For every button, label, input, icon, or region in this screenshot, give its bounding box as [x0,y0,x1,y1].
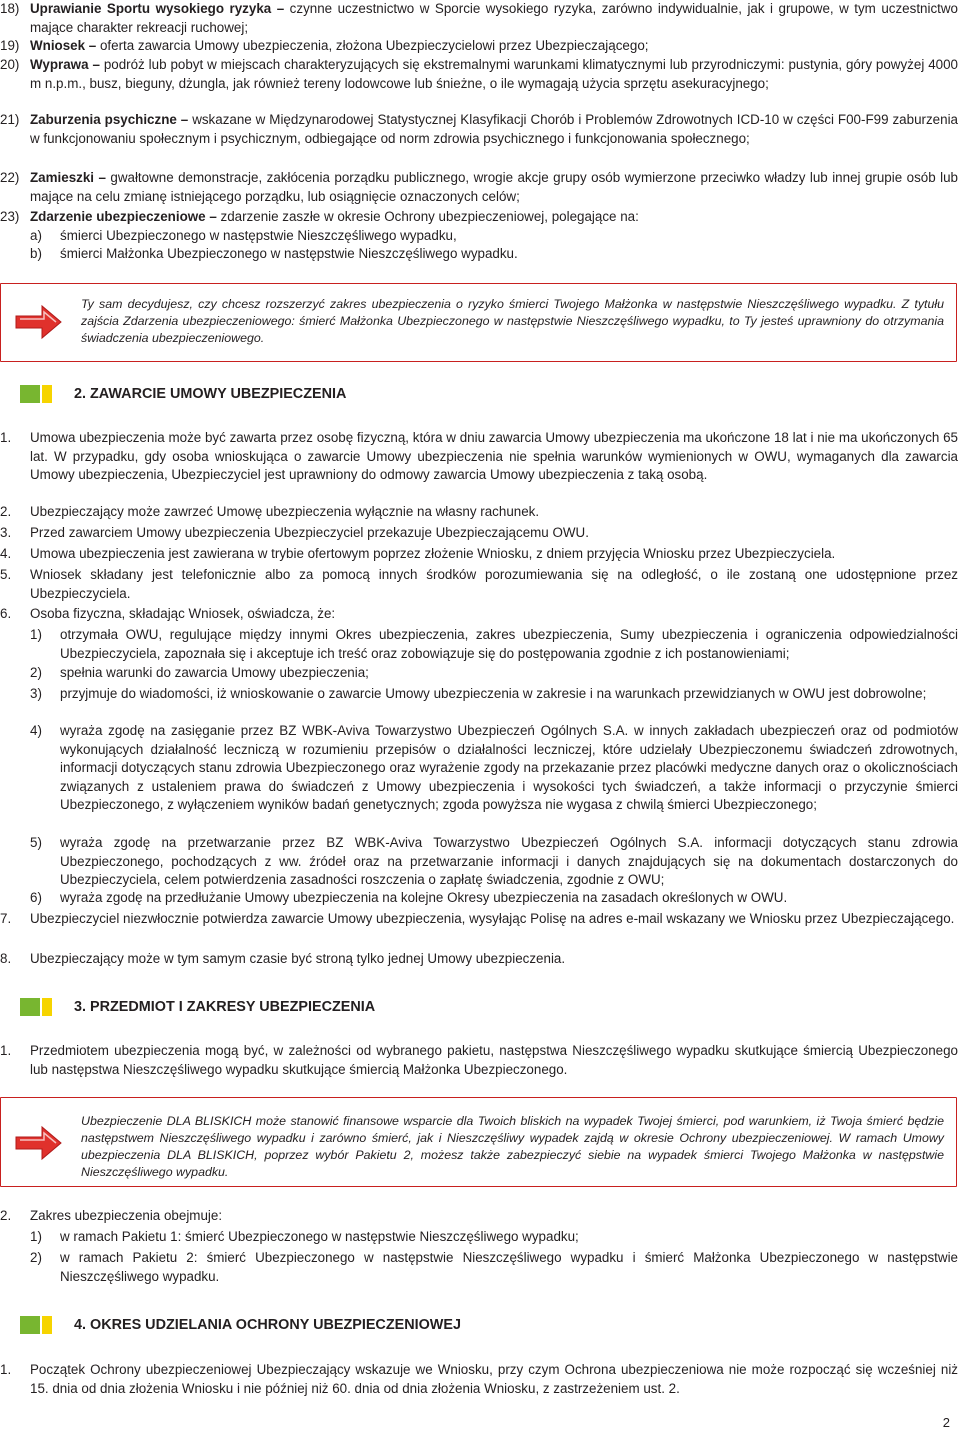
item-number: 5) [30,835,42,850]
definition-text: zdarzenie zaszłe w okresie Ochrony ubezpieczeniowej, polegające na: [220,209,639,224]
yellow-square-icon [42,998,52,1016]
section3-item-1 [0,1042,958,1079]
item-number: 2. [0,504,12,519]
definition-text: podróż lub pobyt w miejscach charakteryzujących się ekstremalnymi warunkami klimatycznymi lub przyrodniczymi: pustynia, góry powyżej 4000 m n.p.m., busz, bieguny, dżungla, jak również tereny lodowcowe lub śnieżne, o ile wymagają użycia sprzętu asekuracyjnego; [30,57,958,91]
section2-item-5 [0,566,958,603]
item-number: a) [30,228,42,243]
term: Zaburzenia psychiczne [30,112,177,127]
sub-item-text: przyjmuje do wiadomości, iż wnioskowanie o zawarcie Umowy ubezpieczenia w zakresie i na warunkach przewidzianych w OWU jest dobrowolne; [60,686,927,701]
info-text: Ty sam decydujesz, czy chcesz rozszerzyć zakres ubezpieczenia o ryzyko śmierci Twojego Małżonka w następstwie Nieszczęśliwego wypadku. Z tytułu zajścia Zdarzenia ubezpieczeniowego: śmierć Małżonka Ubezpieczonego w następstwie Nieszczęśliwego wypadku, to Ty jesteś uprawniony do otrzymania świadczenia ubezpieczeniowego. [81,297,944,345]
item-text: Przed zawarciem Umowy ubezpieczenia Ubezpieczyciel przekazuje Ubezpieczającemu OWU. [30,525,589,540]
item-number: 2) [30,1250,42,1265]
arrow-right-icon [14,303,64,341]
sub-item-text: wyraża zgodę na przedłużanie Umowy ubezpieczenia na kolejne Okresy ubezpieczenia na zasadach określonych w OWU. [60,890,788,905]
definition-23-b [0,245,958,264]
page-number: 2 [942,1415,950,1430]
green-square-icon [20,385,40,403]
dash: – [205,209,221,224]
item-text: Osoba fizyczna, składając Wniosek, oświadcza, że: [30,606,336,621]
dash: – [85,38,100,53]
item-number: 20) [0,57,20,72]
term: Zamieszki [30,170,95,185]
item-text: Ubezpieczający może zawrzeć Umowę ubezpieczenia wyłącznie na własny rachunek. [30,504,540,519]
definition-21 [0,111,958,148]
term: Wyprawa [30,57,89,72]
definition-23 [0,208,958,227]
section4-item-1 [0,1361,958,1398]
definition-20 [0,56,958,93]
item-number: 21) [0,112,20,127]
yellow-square-icon [42,385,52,403]
section2-item-6-sub-6 [0,889,958,908]
section-title: 3. PRZEDMIOT I ZAKRESY UBEZPIECZENIA [74,999,376,1015]
item-text: Umowa ubezpieczenia jest zawierana w trybie ofertowym poprzez złożenie Wniosku, z dniem przyjęcia Wniosku przez Ubezpieczyciela. [30,546,836,561]
sub-item-text: wyraża zgodę na przetwarzanie przez BZ WBK-Aviva Towarzystwo Ubezpieczeń Ogólnych S.A. informacji dotyczących stanu zdrowia Ubezpieczonego, pochodzących z ww. źródeł oraz na przetwarzanie informacji i danych znajdujących się na dokumentach dostarczonych do Ubezpieczyciela, celem potwierdzenia zasadności roszczenia o zapłatę świadczenia, zgodnie z OWU; [60,835,958,888]
definition-23-a [0,227,958,246]
item-number: 8. [0,951,12,966]
sub-item-text: śmierci Ubezpieczonego w następstwie Nieszczęśliwego wypadku, [60,228,457,243]
section2-item-2 [0,503,958,522]
sub-item-text: w ramach Pakietu 1: śmierć Ubezpieczonego w następstwie Nieszczęśliwego wypadku; [60,1229,579,1244]
definition-19 [0,37,958,56]
item-number: 18) [0,1,20,16]
item-number: 19) [0,38,20,53]
dash: – [88,57,104,72]
section2-item-6-sub-1 [0,626,958,663]
section-title: 4. OKRES UDZIELANIA OCHRONY UBEZPIECZENIOWEJ [74,1317,461,1333]
sub-item-text: w ramach Pakietu 2: śmierć Ubezpieczonego w następstwie Nieszczęśliwego wypadku i śmierć Małżonka Ubezpieczonego w następstwie Nieszczęśliwego wypadku. [60,1250,958,1284]
green-square-icon [20,998,40,1016]
item-number: b) [30,246,42,261]
item-text: Ubezpieczający może w tym samym czasie być stroną tylko jednej Umowy ubezpieczenia. [30,951,566,966]
item-number: 2) [30,665,42,680]
green-square-icon [20,1316,40,1334]
item-text: Początek Ochrony ubezpieczeniowej Ubezpieczający wskazuje we Wniosku, przy czym Ochrona ubezpieczeniowa nie może rozpocząć się wcześniej niż 15. dnia od dnia złożenia Wniosku i nie później niż 60. dnia od dnia złożenia Wniosku, z zastrzeżeniem ust. 2. [30,1362,958,1396]
item-number: 7. [0,911,12,926]
item-number: 5. [0,567,12,582]
item-number: 2. [0,1208,12,1223]
section2-item-8 [0,950,958,969]
item-number: 4) [30,723,42,738]
definition-text: wskazane w Międzynarodowej Statystycznej Klasyfikacji Chorób i Problemów Zdrowotnych ICD-10 w części F00-F99 zaburzenia w funkcjonowaniu społecznym i psychicznym, odbiegające od norm zdrowia psychicznego i funkcjonowania społecznego; [30,112,958,146]
section2-item-6-sub-2 [0,664,958,683]
item-number: 6. [0,606,12,621]
section2-item-1 [0,429,958,485]
definition-text: oferta zawarcia Umowy ubezpieczenia, złożona Ubezpieczycielowi przez Ubezpieczającego; [99,38,649,53]
term: Wniosek [30,38,86,53]
section3-item-2-sub-1 [0,1228,958,1247]
item-text: Wniosek składany jest telefonicznie albo za pomocą innych środków porozumiewania się na odległość, o ile zostaną one udostępnione przez Ubezpieczyciela. [30,567,958,601]
item-number: 4. [0,546,12,561]
definition-22 [0,169,958,206]
item-number: 1. [0,1362,12,1377]
item-number: 1. [0,1043,12,1058]
sub-item-text: śmierci Małżonka Ubezpieczonego w następstwie Nieszczęśliwego wypadku. [60,246,518,261]
item-text: Ubezpieczyciel niezwłocznie potwierdza zawarcie Umowy ubezpieczenia, wysyłając Polisę na adres e-mail wskazany we Wniosku przez Ubezpieczającego. [30,911,955,926]
item-number: 3. [0,525,12,540]
section2-item-4 [0,545,958,564]
section3-item-2 [0,1207,958,1226]
dash: – [94,170,111,185]
info-box-dla-bliskich [0,1097,957,1187]
section2-item-6 [0,605,958,624]
info-box-spouse-risk [0,283,957,362]
term: Zdarzenie ubezpieczeniowe [30,209,206,224]
item-number: 1) [30,1229,42,1244]
yellow-square-icon [42,1316,52,1334]
dash: – [176,112,193,127]
item-number: 23) [0,209,20,224]
item-number: 1) [30,627,42,642]
item-text: Umowa ubezpieczenia może być zawarta przez osobę fizyczną, która w dniu zawarcia Umowy ubezpieczenia ma ukończone 18 lat i nie ma ukończonych 65 lat. W przypadku, gdy osoba wnioskująca o zawarcie Umowy ubezpieczenia nie spełnia warunków wymienionych w OWU, wymaganych dla zawarcia Umowy ubezpieczenia, Ubezpieczyciel jest uprawniony do odmowy zawarcia Umowy ubezpieczenia z taką osobą. [30,430,958,483]
section3-item-2-sub-2 [0,1249,958,1286]
sub-item-text: wyraża zgodę na zasięganie przez BZ WBK-Aviva Towarzystwo Ubezpieczeń Ogólnych S.A. w innych zakładach ubezpieczeń oraz od podmiotów wykonujących działalność leczniczą w rozumieniu przepisów o działalności leczniczej, które udzielały Ubezpieczonemu świadczeń zdrowotnych, informacji dotyczących stanu zdrowia Ubezpieczonego oraz wyrażenie zgody na przekazanie przez placówki medyczne danych oraz o okolicznościach związanych z ustaleniem prawa do świadczeń z Umowy ubezpieczenia i wysokości tych świadczeń, a także informacji o przyczynie śmierci Ubezpieczonego, z wyłączeniem wyników badań genetycznych; zgoda powyższa nie wygasa z chwilą śmierci Ubezpieczonego; [60,723,958,813]
sub-item-text: spełnia warunki do zawarcia Umowy ubezpieczenia; [60,665,369,680]
section-title: 2. ZAWARCIE UMOWY UBEZPIECZENIA [74,386,347,402]
item-number: 22) [0,170,20,185]
section2-item-6-sub-5 [0,834,958,890]
sub-item-text: otrzymała OWU, regulujące między innymi Okres ubezpieczenia, zakres ubezpieczenia, Sumy ubezpieczenia i ograniczenia odpowiedzialności Ubezpieczyciela, zapoznała się i akceptuje ich treść oraz zobowiązuje się do postępowania zgodnie z ich postanowieniami; [60,627,958,661]
definition-text: gwałtowne demonstracje, zakłócenia porządku publicznego, wrogie akcje grupy osób wymierzone przeciwko władzy lub innej grupie osób lub mające na celu zmianę istniejącego porządku, lub osiągnięcie oznaczonych celów; [30,170,958,204]
section2-item-3 [0,524,958,543]
section2-item-6-sub-4 [0,722,958,815]
item-text: Przedmiotem ubezpieczenia mogą być, w zależności od wybranego pakietu, następstwa Nieszczęśliwego wypadku skutkujące śmiercią Ubezpieczonego lub następstwa Nieszczęśliwego wypadku skutkujące śmiercią Małżonka Ubezpieczonego. [30,1043,958,1077]
arrow-right-icon [14,1124,64,1162]
definition-18 [0,0,958,37]
section2-item-7 [0,910,958,929]
section2-item-6-sub-3 [0,685,958,704]
item-number: 1. [0,430,12,445]
term: Uprawianie Sportu wysokiego ryzyka [30,1,272,16]
item-number: 6) [30,890,42,905]
definition-text: czynne uczestnictwo w Sporcie wysokiego ryzyka, zarówno indywidualnie, jak i grupowe, w tym uczestnictwo mające charakter rekreacji ruchowej; [30,1,958,35]
info-text: Ubezpieczenie DLA BLISKICH może stanowić finansowe wsparcie dla Twoich bliskich na wypadek Twojej śmierci, pod warunkiem, iż Twoja śmierć będzie następstwem Nieszczęśliwego wypadku i zarówno śmierć, jak i Nieszczęśliwy wypadek zajdą w okresie Ochrony ubezpieczeniowej. W ramach Umowy ubezpieczenia DLA BLISKICH, poprzez wybór Pakietu 2, możesz także zabezpieczyć siebie na wypadek śmierci Twojego Małżonka w następstwie Nieszczęśliwego wypadku. [81,1114,944,1179]
item-number: 3) [30,686,42,701]
item-text: Zakres ubezpieczenia obejmuje: [30,1208,223,1223]
dash: – [271,1,290,16]
